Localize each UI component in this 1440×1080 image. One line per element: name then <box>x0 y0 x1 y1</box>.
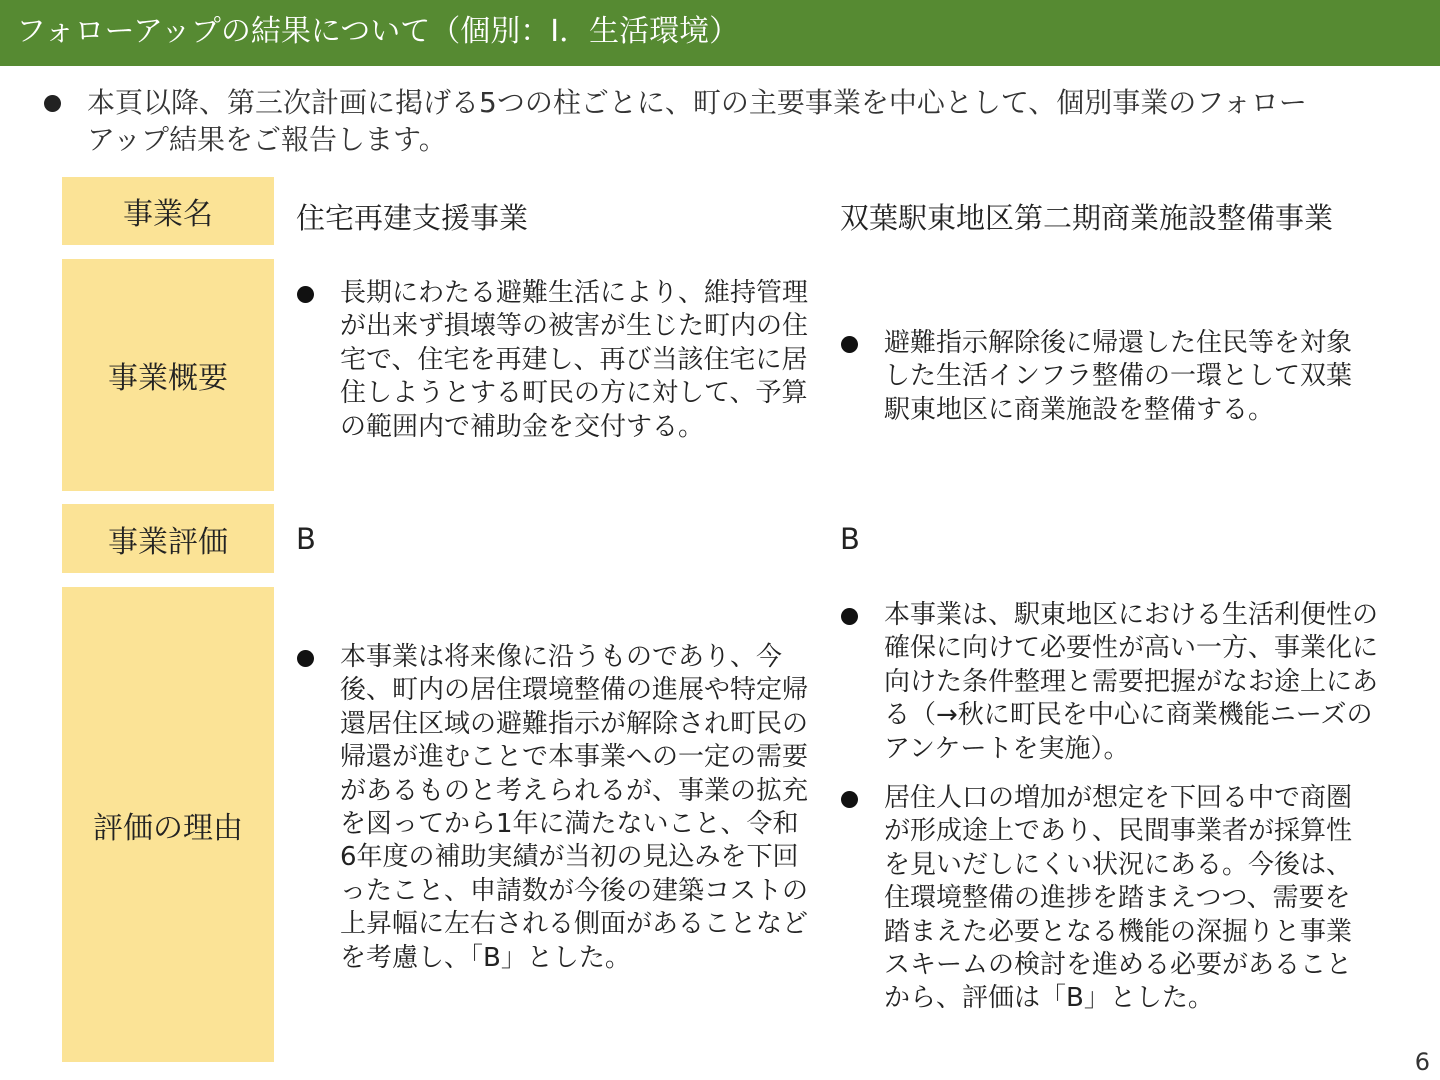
bullet-dot-icon <box>841 336 858 353</box>
page-number: 6 <box>1414 1048 1430 1076</box>
project-2-evaluation: B <box>840 522 860 556</box>
page-title: フォローアップの結果について（個別：Ⅰ．生活環境） <box>16 14 740 49</box>
project-1-summary-text: 長期にわたる避難生活により、維持管理が出来ず損壊等の被害が生じた町内の住宅で、住宅を再建し、再び当該住宅に居住しようとする町民の方に対して、予算の範囲内で補助金を交付する。 <box>340 278 809 442</box>
intro-bullet <box>44 84 1324 158</box>
project-2-reason-bullet-1 <box>841 599 1386 766</box>
project-2-reason-text-2: 居住人口の増加が想定を下回る中で商圏が形成途上であり、民間事業者が採算性を見いだしにくい状況にある。今後は、住環境整備の進捗を踏まえつつ、需要を踏まえた必要となる機能の深掘りと事業スキームの検討を進める必要があることから、評価は「B」とした。 <box>884 783 1353 1014</box>
label-evaluation-reason: 評価の理由 <box>62 587 274 1062</box>
bullet-dot-icon <box>297 650 314 667</box>
project-2-name: 双葉駅東地区第二期商業施設整備事業 <box>840 201 1334 235</box>
bullet-dot-icon <box>297 286 314 303</box>
project-1-summary-bullet <box>297 277 812 444</box>
label-project-summary: 事業概要 <box>62 259 274 491</box>
project-2-reason-bullet-2 <box>841 782 1366 1016</box>
project-1-name: 住宅再建支援事業 <box>296 201 529 235</box>
bullet-dot-icon <box>44 95 61 112</box>
project-2-reason-text-1: 本事業は、駅東地区における生活利便性の確保に向けて必要性が高い一方、事業化に向けた条件整理と需要把握がなお途上にある（→秋に町民を中心に商業機能ニーズのアンケートを実施）。 <box>884 600 1379 764</box>
label-project-evaluation: 事業評価 <box>62 504 274 573</box>
project-1-evaluation: B <box>296 522 316 556</box>
project-2-summary-text: 避難指示解除後に帰還した住民等を対象した生活インフラ整備の一環として双葉駅東地区に商業施設を整備する。 <box>884 328 1353 425</box>
project-1-reason-bullet <box>297 641 812 975</box>
bullet-dot-icon <box>841 791 858 808</box>
label-project-name: 事業名 <box>62 177 274 245</box>
project-2-summary-bullet <box>841 327 1366 427</box>
bullet-dot-icon <box>841 608 858 625</box>
intro-text: 本頁以降、第三次計画に掲げる5つの柱ごとに、町の主要事業を中心として、個別事業のフォローアップ結果をご報告します。 <box>87 86 1307 156</box>
page-header <box>0 0 1440 66</box>
project-1-reason-text: 本事業は将来像に沿うものであり、今後、町内の居住環境整備の進展や特定帰還居住区域の避難指示が解除され町民の帰還が進むことで本事業への一定の需要があるものと考えられるが、事業の拡充を図ってから1年に満たないこと、令和6年度の補助実績が当初の見込みを下回ったこと、申請数が今後の建築コストの上昇幅に左右される側面があることなどを考慮し、「B」とした。 <box>340 642 809 973</box>
